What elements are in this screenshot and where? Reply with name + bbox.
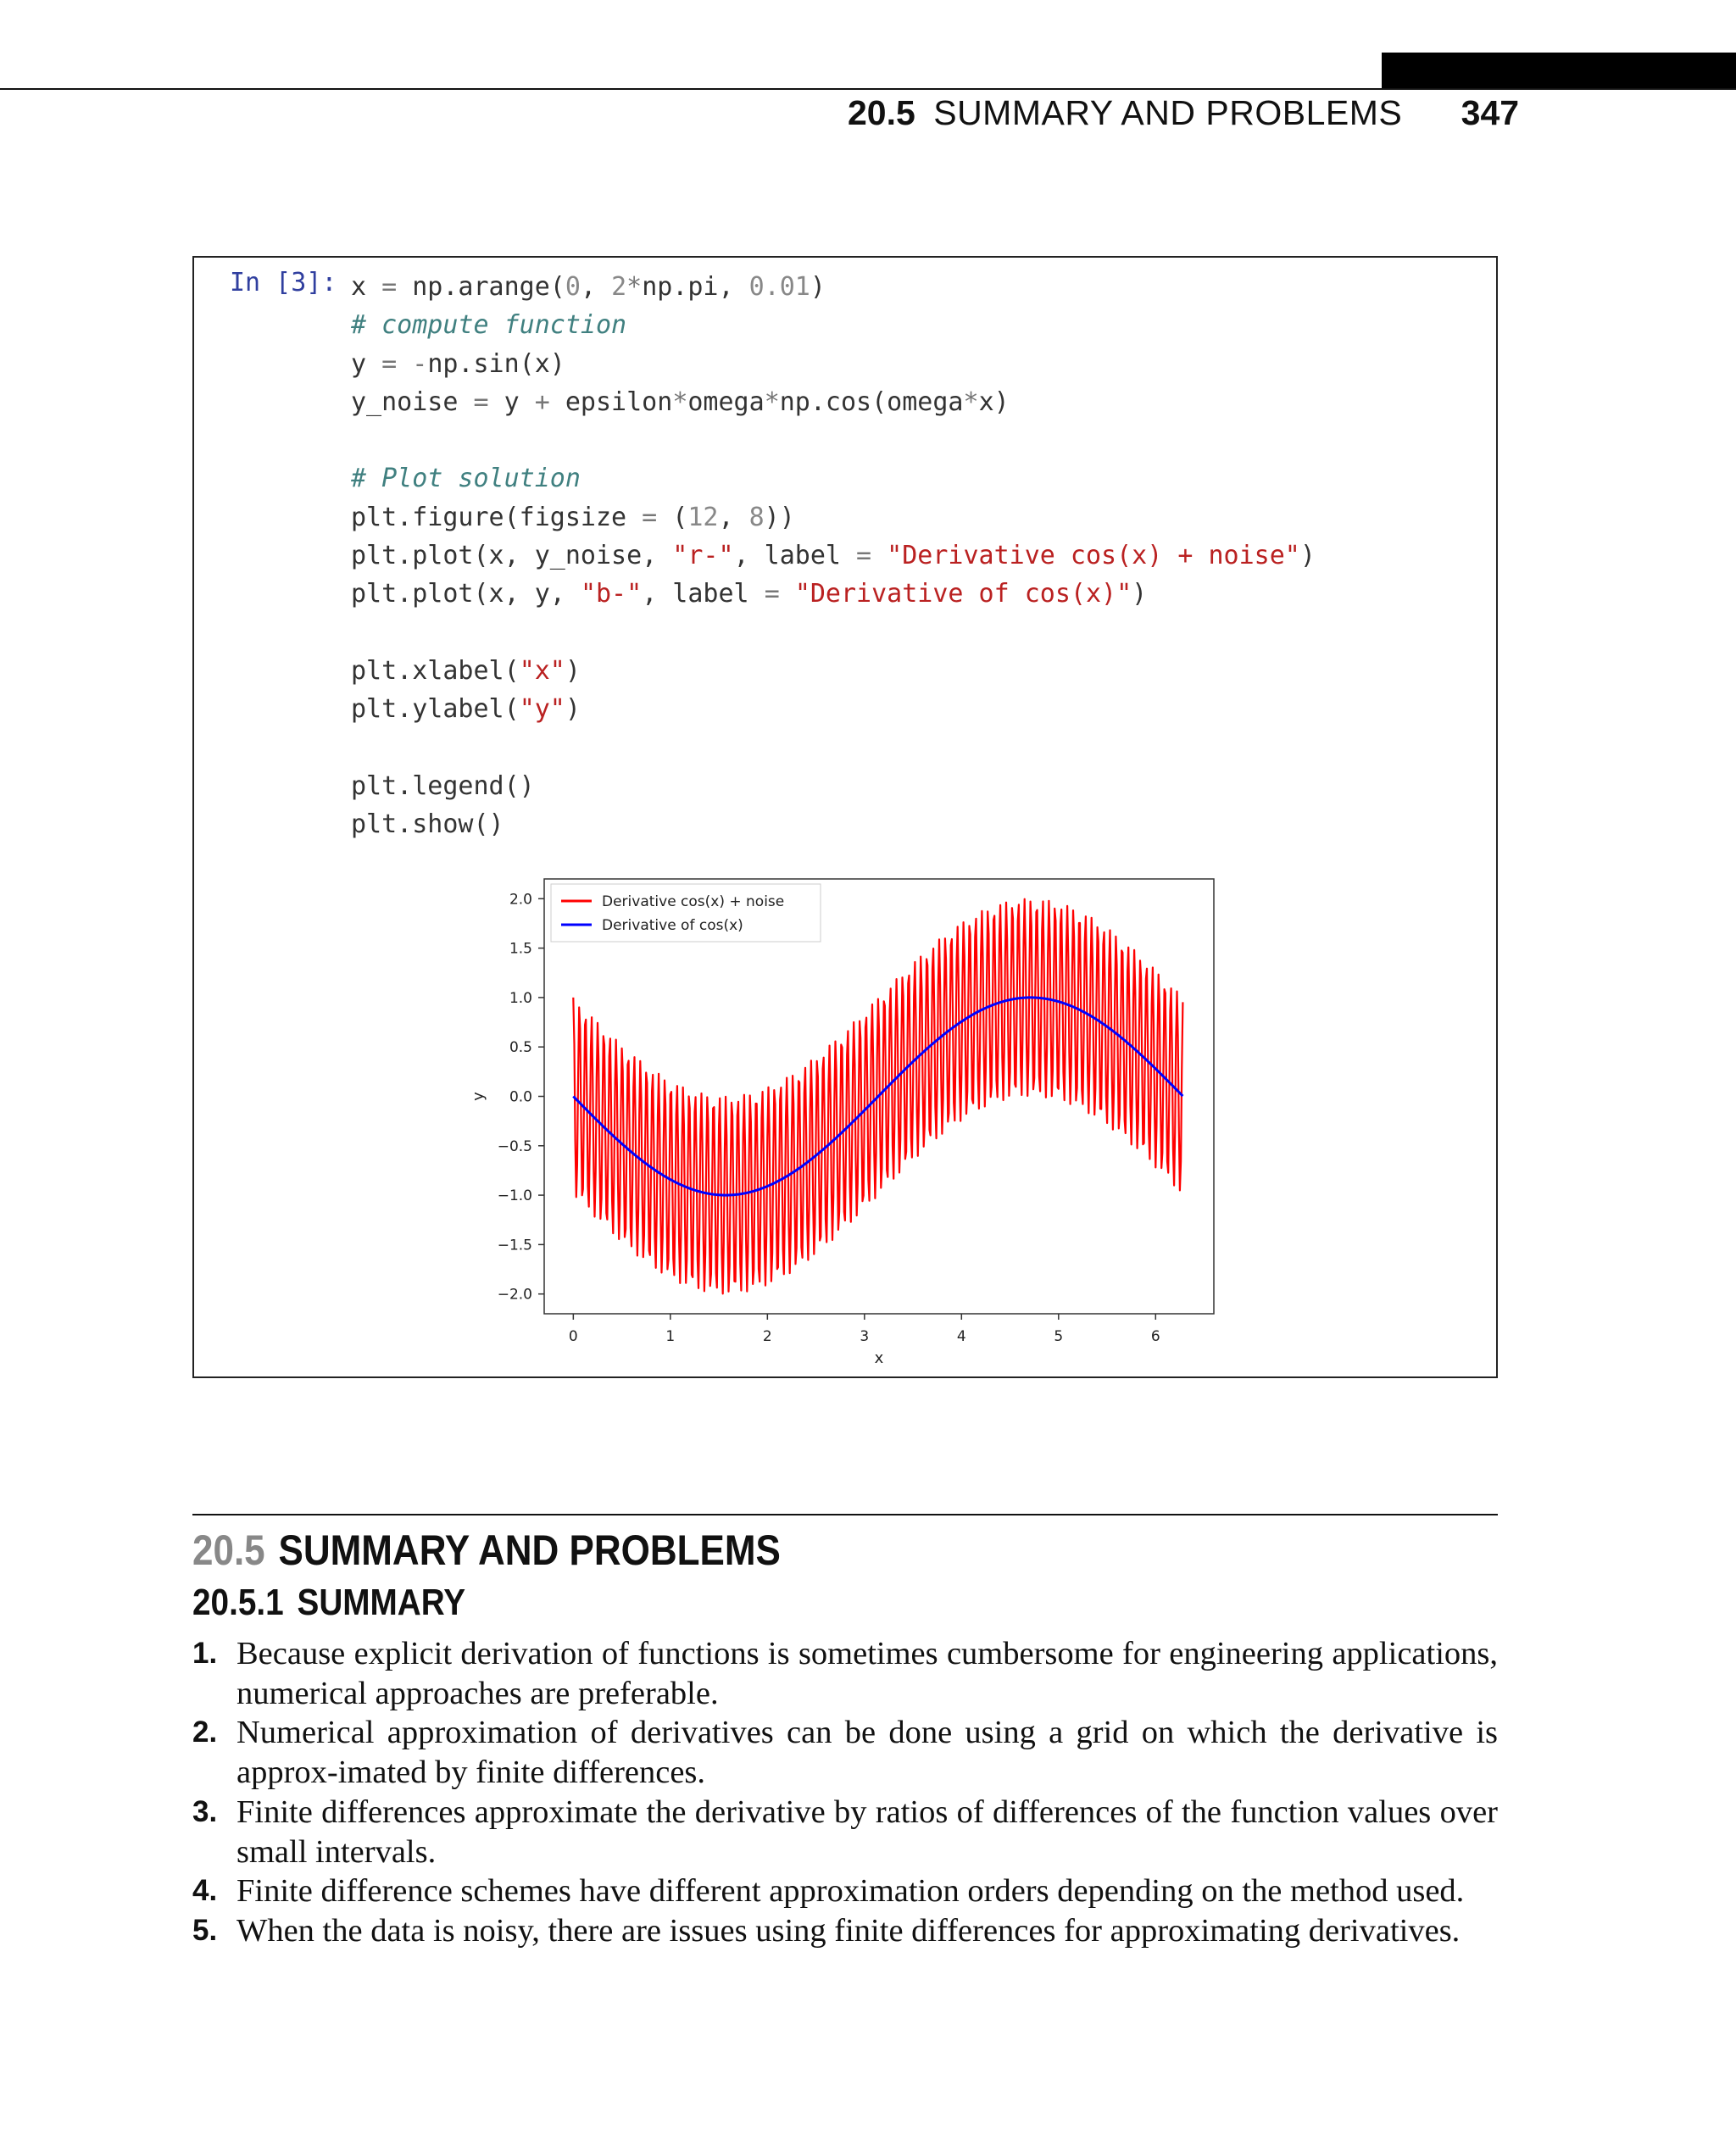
code-token: y [488, 386, 535, 417]
list-item [192, 1871, 1498, 1911]
x-axis-label: x [874, 1349, 884, 1367]
list-item-text: Because explicit derivation of functions is sometimes cumbersome for engineering applications, numerical approaches are preferable. [236, 1636, 1498, 1711]
list-item-number: 5. [192, 1913, 218, 1947]
code-prompt: In [3]: [230, 268, 337, 298]
y-tick-label: −0.5 [497, 1137, 532, 1155]
code-token: x) [978, 386, 1010, 417]
y-axis-label: y [470, 1092, 487, 1101]
list-item-text: When the data is noisy, there are issues using finite differences for approximating derivatives. [236, 1912, 1461, 1949]
code-token: , [580, 272, 612, 302]
code-line [351, 306, 1316, 344]
code-line [351, 805, 1316, 843]
code-token: = [856, 541, 872, 571]
code-token: + [534, 386, 550, 417]
code-line [351, 614, 1316, 652]
legend-entry: Derivative of cos(x) [602, 917, 743, 934]
running-head-title: SUMMARY AND PROBLEMS [933, 93, 1403, 132]
list-item [192, 1793, 1498, 1871]
code-line [351, 767, 1316, 805]
code-token: np.cos(omega [779, 386, 964, 417]
code-line [351, 537, 1316, 575]
code-token [780, 579, 795, 609]
list-item-number: 4. [192, 1874, 218, 1908]
code-token [871, 541, 887, 570]
code-token: * [626, 272, 643, 302]
x-tick-label: 0 [568, 1328, 578, 1345]
code-token: ) [810, 272, 826, 302]
code-line [351, 345, 1316, 383]
x-tick-label: 6 [1150, 1328, 1160, 1345]
header-rule [0, 88, 1736, 90]
section-rule [192, 1514, 1498, 1515]
code-string: "r-" [672, 541, 734, 571]
code-string: "b-" [580, 579, 643, 609]
code-token [397, 349, 412, 379]
summary-list [192, 1634, 1498, 1951]
code-token: = [381, 348, 398, 379]
y-tick-label: 0.5 [509, 1039, 532, 1057]
header-tab-bar [1382, 53, 1736, 90]
y-tick-label: 0.0 [509, 1088, 532, 1106]
subsection-title: SUMMARY [297, 1582, 466, 1623]
code-token: y [351, 348, 382, 379]
x-tick-label: 4 [956, 1328, 966, 1345]
code-token: plt.figure(figsize [351, 502, 643, 532]
code-token: np.arange( [397, 272, 565, 302]
code-string: "y" [519, 694, 565, 725]
y-tick-label: 2.0 [509, 891, 532, 909]
code-token: plt.plot(x, y, [351, 579, 581, 609]
code-string: "Derivative cos(x) + noise" [887, 541, 1300, 571]
code-line [351, 652, 1316, 690]
x-tick-label: 3 [860, 1328, 870, 1345]
code-token: ) [565, 655, 581, 686]
code-line [351, 729, 1316, 767]
derivative-plot [458, 865, 1221, 1373]
code-line [351, 690, 1316, 728]
code-comment: # Plot solution [351, 464, 581, 494]
code-token: plt.xlabel( [351, 655, 520, 686]
section-title: SUMMARY AND PROBLEMS [278, 1527, 781, 1574]
list-item [192, 1713, 1498, 1792]
code-line [351, 575, 1316, 613]
code-token: 12 [687, 502, 719, 532]
list-item-text: Finite differences approximate the derivative by ratios of differences of the function values over small intervals. [236, 1793, 1498, 1870]
x-tick-label: 2 [762, 1328, 772, 1345]
list-item-number: 2. [192, 1716, 218, 1749]
code-token: * [764, 386, 780, 417]
list-item [192, 1634, 1498, 1713]
section-number: 20.5 [192, 1527, 265, 1574]
code-token: ) [1132, 579, 1148, 609]
code-token: = [381, 272, 398, 302]
list-item-text: Numerical approximation of derivatives can be done using a grid on which the derivative is approx-imated by finite differences. [236, 1715, 1498, 1791]
code-token: * [963, 386, 979, 417]
x-tick-label: 5 [1054, 1328, 1064, 1345]
code-token: omega [687, 386, 765, 417]
code-line [351, 383, 1316, 421]
running-head [848, 93, 1520, 133]
code-token: np.pi, [642, 272, 749, 302]
subsection-heading [192, 1582, 465, 1624]
code-token: )) [764, 502, 795, 532]
code-token: ) [565, 694, 581, 725]
code-string: "Derivative of cos(x)" [794, 579, 1132, 609]
list-item [192, 1911, 1498, 1951]
y-tick-label: 1.5 [509, 940, 532, 958]
y-tick-label: 1.0 [509, 989, 532, 1007]
code-token: np.sin(x) [427, 348, 565, 379]
code-lines [351, 268, 1316, 843]
y-tick-label: −2.0 [497, 1286, 532, 1304]
code-token: x [351, 272, 382, 302]
code-token: y_noise [351, 386, 474, 417]
code-token: ( [657, 502, 688, 532]
code-token: , label [733, 541, 857, 571]
code-line [351, 421, 1316, 459]
list-item-text: Finite difference schemes have different approximation orders depending on the method used. [236, 1873, 1465, 1910]
code-token: plt.show() [351, 809, 504, 840]
subsection-number: 20.5.1 [192, 1582, 284, 1623]
code-token: = [764, 579, 780, 609]
code-token: plt.legend() [351, 770, 535, 801]
y-tick-label: −1.5 [497, 1237, 532, 1254]
code-token: 0 [565, 272, 581, 302]
code-comment: # compute function [351, 310, 627, 341]
code-token: epsilon [549, 386, 673, 417]
code-line [351, 498, 1316, 537]
page-number: 347 [1461, 93, 1520, 132]
code-token: = [473, 386, 489, 417]
code-token: = [642, 502, 658, 532]
legend-entry: Derivative cos(x) + noise [602, 893, 785, 910]
code-line [351, 268, 1316, 306]
x-tick-label: 1 [665, 1328, 676, 1345]
list-item-number: 1. [192, 1637, 218, 1670]
code-token: 2 [611, 272, 627, 302]
code-token: plt.plot(x, y_noise, [351, 541, 673, 571]
section-heading [192, 1526, 781, 1575]
y-tick-label: −1.0 [497, 1187, 532, 1205]
code-token: , label [642, 579, 765, 609]
code-string: "x" [519, 655, 565, 686]
code-token: 0.01 [748, 272, 810, 302]
list-item-number: 3. [192, 1794, 218, 1828]
code-token: plt.ylabel( [351, 694, 520, 725]
code-line [351, 459, 1316, 498]
code-token: , [718, 502, 749, 532]
code-token: - [412, 348, 428, 379]
code-token: * [672, 386, 688, 417]
running-head-section-number: 20.5 [848, 93, 915, 132]
code-token: ) [1299, 541, 1316, 571]
code-token: 8 [748, 502, 765, 532]
